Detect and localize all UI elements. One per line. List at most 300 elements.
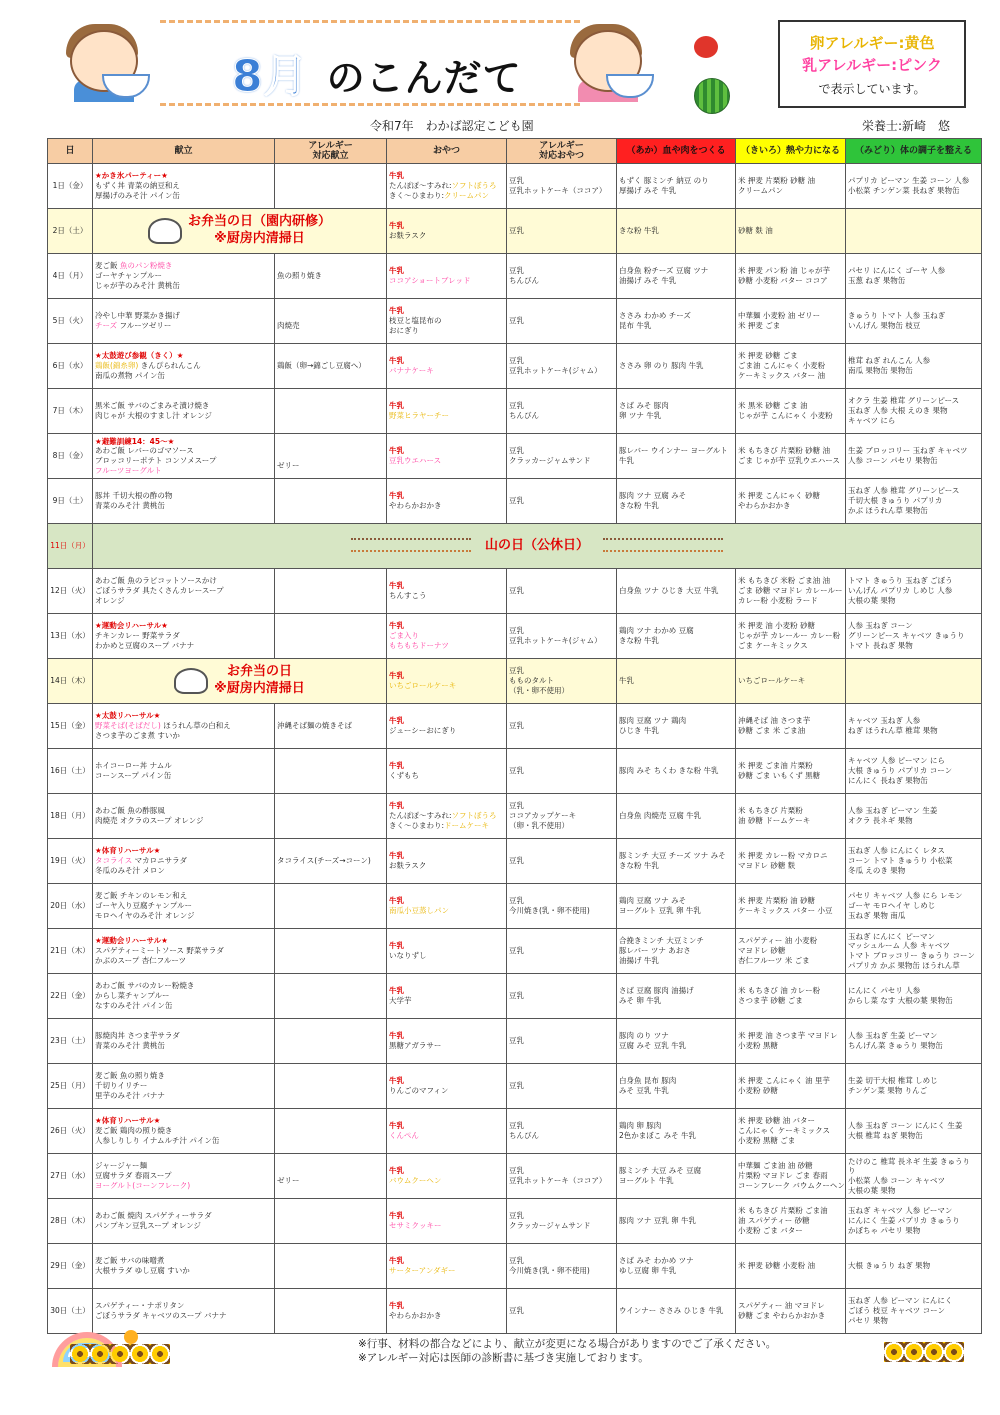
allergy-menu-text: 肉焼売 bbox=[277, 321, 300, 330]
allergy-snack-text: （卵・乳不使用） bbox=[509, 820, 569, 830]
menu-cell bbox=[93, 434, 275, 479]
menu-text: ブロッコリーポテト コンソメスープ bbox=[95, 456, 217, 465]
picnic-decoration bbox=[603, 538, 723, 552]
table-row bbox=[48, 524, 982, 569]
menu-line bbox=[95, 761, 272, 771]
obento-title-line: お弁当の日（園内研修） bbox=[187, 214, 331, 230]
menu-text: もずく丼 青菜の納豆和え bbox=[95, 181, 180, 191]
menu-line bbox=[95, 806, 272, 816]
snack-text: 牛乳 bbox=[389, 356, 404, 366]
allergy-snack-line bbox=[509, 1121, 614, 1131]
allergy-snack-line bbox=[509, 906, 614, 916]
day-cell: 9日（土） bbox=[48, 479, 93, 524]
allergy-snack-text: 豆乳 bbox=[509, 896, 524, 906]
menu-text: ごぼうサラダ キャベツのスープ バナナ bbox=[95, 1311, 227, 1320]
table-row bbox=[48, 1199, 982, 1244]
snack-line bbox=[389, 986, 504, 996]
table-row bbox=[48, 794, 982, 839]
table-row bbox=[48, 659, 982, 704]
menu-table-body bbox=[48, 164, 982, 1334]
green-food-line: 千切大根 きゅうり パプリカ bbox=[848, 496, 943, 506]
menu-cell bbox=[93, 839, 275, 884]
snack-allergen-text: もちもちドーナツ bbox=[389, 640, 449, 650]
menu-text: 麦ご飯 チキンのレモン和え bbox=[95, 891, 188, 901]
red-food-line: きな粉 牛乳 bbox=[619, 861, 659, 870]
red-food-cell bbox=[617, 1019, 736, 1064]
yellow-food-cell bbox=[736, 1019, 846, 1064]
red-food-cell bbox=[617, 839, 736, 884]
yellow-food-line: 米 もちきび 米粉 ごま油 油 bbox=[738, 576, 831, 586]
green-food-line: 小松菜 チンゲン菜 長ねぎ 果物缶 bbox=[848, 186, 960, 195]
allergy-snack-line bbox=[509, 856, 614, 866]
legend-note: で表示しています。 bbox=[818, 82, 926, 96]
snack-line bbox=[389, 726, 504, 736]
menu-text: 青菜のみそ汁 黄桃缶 bbox=[95, 1041, 165, 1050]
green-food-line: いんげん 果物缶 枝豆 bbox=[848, 321, 921, 330]
table-row bbox=[48, 1244, 982, 1289]
green-food-line: トマト 長ねぎ 果物 bbox=[848, 640, 913, 650]
allergy-snack-line bbox=[509, 1131, 614, 1141]
snack-line bbox=[389, 581, 504, 591]
red-food-line: さば みそ わかめ ツナ bbox=[619, 1256, 694, 1266]
menu-text: コーンスープ パイン缶 bbox=[95, 771, 172, 780]
allergy-snack-line bbox=[509, 496, 614, 506]
menu-line bbox=[95, 1126, 272, 1136]
allergy-snack-line bbox=[509, 676, 614, 686]
snack-allergen-text: 南瓜小豆蒸しパン bbox=[389, 906, 449, 915]
red-food-cell bbox=[617, 974, 736, 1019]
snack-text: お麩ラスク bbox=[389, 861, 427, 870]
snack-line bbox=[389, 621, 504, 631]
red-food-line: 昆布 牛乳 bbox=[619, 321, 652, 330]
red-food-cell bbox=[617, 299, 736, 344]
red-food-line: 豚レバー ツナ あおさ bbox=[619, 946, 691, 956]
yellow-food-cell bbox=[736, 704, 846, 749]
menu-table bbox=[47, 138, 982, 1334]
allergy-snack-cell bbox=[507, 209, 617, 254]
yellow-food-cell bbox=[736, 749, 846, 794]
table-row bbox=[48, 569, 982, 614]
menu-line bbox=[95, 731, 272, 741]
day-cell: 21日（木） bbox=[48, 929, 93, 974]
snack-line bbox=[389, 1041, 504, 1051]
snack-line bbox=[389, 591, 504, 601]
snack-text: たんぽぽ～すみれ: bbox=[389, 811, 452, 821]
red-food-line: ヨーグルト 牛乳 bbox=[619, 1176, 674, 1185]
allergy-snack-text: 豆乳ホットケーキ（ココア） bbox=[509, 1176, 607, 1185]
menu-line bbox=[95, 411, 272, 421]
snack-allergen-text: ソフトぼうろ bbox=[451, 811, 497, 821]
menu-cell bbox=[93, 479, 275, 524]
green-food-line: 玉ねぎ にんにく ピーマン bbox=[848, 931, 935, 941]
red-food-line: みそ 卵 牛乳 bbox=[619, 996, 662, 1005]
menu-line bbox=[95, 271, 272, 281]
menu-line bbox=[95, 1041, 272, 1051]
col-header-snack: おやつ bbox=[387, 139, 507, 164]
allergy-menu-cell bbox=[275, 929, 387, 974]
table-row bbox=[48, 704, 982, 749]
snack-allergen-text: 野菜ヒラヤーチー bbox=[389, 411, 449, 420]
allergy-snack-cell bbox=[507, 1199, 617, 1244]
red-food-cell bbox=[617, 209, 736, 254]
snack-cell bbox=[387, 839, 507, 884]
snack-cell bbox=[387, 929, 507, 974]
menu-line bbox=[95, 641, 272, 651]
green-food-line: からし菜 なす 大根の葉 果物缶 bbox=[848, 996, 953, 1005]
snack-text: 牛乳 bbox=[389, 941, 404, 951]
snack-line bbox=[389, 906, 504, 916]
menu-line bbox=[95, 1171, 272, 1181]
allergy-menu-cell bbox=[275, 569, 387, 614]
allergy-snack-text: 豆乳 bbox=[509, 666, 524, 676]
yellow-food-cell bbox=[736, 569, 846, 614]
footer-note-allergy: ※アレルギー対応は医師の診断書に基づき実施しております。 bbox=[358, 1352, 649, 1364]
menu-line bbox=[95, 1001, 272, 1011]
yellow-food-line: 小麦粉 ごま バター bbox=[738, 1225, 803, 1235]
obento-title bbox=[214, 664, 305, 698]
green-food-line: グリーンピース キャベツ きゅうり bbox=[848, 631, 965, 641]
green-food-line: キャベツ 玉ねぎ 人参 bbox=[848, 716, 921, 726]
day-cell: 28日（木） bbox=[48, 1199, 93, 1244]
snack-line bbox=[389, 231, 504, 241]
menu-line bbox=[95, 1031, 272, 1041]
menu-text: ごぼうサラダ 具たくさんカレースープ bbox=[95, 586, 224, 596]
allergy-snack-line bbox=[509, 626, 614, 636]
snack-line bbox=[389, 456, 504, 466]
snack-cell bbox=[387, 1064, 507, 1109]
snack-cell bbox=[387, 1244, 507, 1289]
green-food-cell bbox=[846, 254, 982, 299]
snack-line bbox=[389, 896, 504, 906]
green-food-line: 小松菜 人参 コーン キャベツ bbox=[848, 1176, 946, 1185]
yellow-food-cell bbox=[736, 929, 846, 974]
green-food-line: かぼちゃ パセリ 果物 bbox=[848, 1225, 921, 1235]
red-food-cell bbox=[617, 794, 736, 839]
allergy-snack-text: 豆乳 bbox=[509, 1121, 524, 1131]
snack-cell bbox=[387, 299, 507, 344]
snack-cell bbox=[387, 659, 507, 704]
snack-text: 牛乳 bbox=[389, 491, 404, 501]
red-food-line: ささみ 卵 のり 豚肉 牛乳 bbox=[619, 361, 704, 371]
red-food-line: 鶏肉 ツナ わかめ 豆腐 bbox=[619, 626, 694, 636]
yellow-food-line: ごま油 こんにゃく 小麦粉 bbox=[738, 361, 826, 371]
day-cell: 19日（火） bbox=[48, 839, 93, 884]
yellow-food-cell bbox=[736, 1064, 846, 1109]
allergy-snack-line bbox=[509, 176, 614, 186]
allergy-snack-line bbox=[509, 1166, 614, 1176]
yellow-food-line: クリームパン bbox=[738, 186, 783, 195]
green-food-line: にんにく 長ねぎ 果物缶 bbox=[848, 775, 928, 785]
yellow-food-line: 米 押麦 ごま油 片栗粉 bbox=[738, 761, 813, 771]
menu-line bbox=[95, 721, 272, 731]
allergy-menu-line bbox=[277, 1176, 384, 1186]
snack-line bbox=[389, 501, 504, 511]
allergy-snack-text: 豆乳 bbox=[509, 1256, 524, 1266]
day-cell: 18日（月） bbox=[48, 794, 93, 839]
allergy-snack-cell bbox=[507, 389, 617, 434]
legend-egg: 卵アレルギー:黄色 bbox=[809, 34, 935, 52]
menu-text: スパゲティーミートソース 野菜サラダ bbox=[95, 946, 224, 956]
table-header-row bbox=[48, 139, 982, 164]
snack-allergen-text: くんぺん bbox=[389, 1131, 419, 1140]
menu-line bbox=[95, 171, 272, 181]
green-food-cell bbox=[846, 884, 982, 929]
menu-line bbox=[95, 1161, 272, 1171]
green-food-line: チンゲン菜 果物 りんご bbox=[848, 1086, 928, 1095]
allergy-snack-cell bbox=[507, 254, 617, 299]
red-food-line: 厚揚げ みそ 牛乳 bbox=[619, 186, 677, 195]
day-cell: 2日（土） bbox=[48, 209, 93, 254]
snack-line bbox=[389, 681, 504, 691]
snack-text: 牛乳 bbox=[389, 171, 404, 181]
green-food-cell bbox=[846, 1289, 982, 1334]
menu-line bbox=[95, 371, 272, 381]
red-food-line: 白身魚 昆布 豚肉 bbox=[619, 1076, 677, 1086]
allergy-snack-cell bbox=[507, 974, 617, 1019]
menu-text: かぶのスープ 杏仁フルーツ bbox=[95, 955, 187, 965]
allergy-snack-cell bbox=[507, 749, 617, 794]
menu-text: さつま芋のごま煮 すいか bbox=[95, 730, 180, 740]
red-food-line: 油揚げ 牛乳 bbox=[619, 955, 659, 965]
red-food-line: 卵 ツナ 牛乳 bbox=[619, 411, 662, 420]
snack-text: 牛乳 bbox=[389, 671, 404, 681]
snack-line bbox=[389, 306, 504, 316]
yellow-food-cell bbox=[736, 344, 846, 389]
menu-text: 豚丼 千切大根の酢の物 bbox=[95, 491, 173, 501]
green-food-cell bbox=[846, 209, 982, 254]
green-food-line: 玉ねぎ 人参 にんにく レタス bbox=[848, 846, 945, 856]
day-cell: 13日（水） bbox=[48, 614, 93, 659]
allergy-snack-cell bbox=[507, 1244, 617, 1289]
menu-line bbox=[95, 361, 272, 371]
snack-line bbox=[389, 861, 504, 871]
menu-line bbox=[95, 936, 272, 946]
green-food-line: ゴーヤ モロヘイヤ しめじ bbox=[848, 901, 936, 911]
table-row bbox=[48, 1289, 982, 1334]
green-food-line: パセリ 果物 bbox=[848, 1315, 888, 1325]
tomato-icon bbox=[694, 36, 718, 58]
allergy-snack-cell bbox=[507, 1064, 617, 1109]
green-food-cell bbox=[846, 299, 982, 344]
snack-line bbox=[389, 1311, 504, 1321]
green-food-line: トマト きゅうり 玉ねぎ ごぼう bbox=[848, 576, 953, 586]
allergy-snack-line bbox=[509, 1256, 614, 1266]
day-cell: 5日（火） bbox=[48, 299, 93, 344]
snack-text: おにぎり bbox=[389, 325, 419, 335]
snack-text: きく～ひまわり: bbox=[389, 190, 445, 200]
watermelon-icon bbox=[694, 78, 730, 114]
menu-text: あわご飯 レバーのゴマソース bbox=[95, 446, 194, 456]
allergy-menu-cell bbox=[275, 389, 387, 434]
yellow-food-line: 米 もちきび 片栗粉 ごま油 bbox=[738, 1206, 828, 1216]
snack-text: 牛乳 bbox=[389, 986, 404, 996]
menu-text: 冬瓜のみそ汁 メロン bbox=[95, 865, 165, 875]
menu-text: あわご飯 焼肉 スパゲティーサラダ bbox=[95, 1211, 212, 1221]
yellow-food-line: 砂糖 小麦粉 バター ココア bbox=[738, 276, 828, 285]
green-food-line: ごぼう 枝豆 キャベツ コーン bbox=[848, 1306, 946, 1316]
allergy-menu-line bbox=[277, 856, 384, 866]
menu-line bbox=[95, 1136, 272, 1146]
snack-line bbox=[389, 641, 504, 651]
allergy-menu-line bbox=[277, 461, 384, 471]
green-food-cell bbox=[846, 434, 982, 479]
snack-text: 枝豆と塩昆布の bbox=[389, 316, 442, 326]
allergy-snack-text: 今川焼き(乳・卵不使用) bbox=[509, 1266, 590, 1275]
allergy-snack-line bbox=[509, 686, 614, 696]
yellow-food-line: 米 押麦 片栗粉 油 砂糖 bbox=[738, 896, 816, 906]
green-food-line: 玉ねぎ 人参 ピーマン にんにく bbox=[848, 1296, 953, 1306]
menu-text: モロヘイヤのみそ汁 オレンジ bbox=[95, 910, 195, 920]
menu-line bbox=[95, 1301, 272, 1311]
allergy-snack-text: 豆乳 bbox=[509, 176, 524, 186]
allergy-snack-cell bbox=[507, 1154, 617, 1199]
red-food-cell bbox=[617, 884, 736, 929]
red-food-line: 牛乳 bbox=[619, 676, 634, 686]
menu-line bbox=[95, 456, 272, 466]
yellow-food-line: 米 押麦 砂糖 ごま bbox=[738, 351, 798, 361]
allergy-snack-line bbox=[509, 316, 614, 326]
snack-cell bbox=[387, 569, 507, 614]
green-food-line: パプリカ ピーマン 生姜 コーン 人参 bbox=[848, 176, 970, 186]
table-row bbox=[48, 749, 982, 794]
menu-text: マカロニサラダ bbox=[132, 856, 188, 866]
allergy-snack-text: 豆乳 bbox=[509, 766, 524, 776]
menu-cell bbox=[93, 1154, 275, 1199]
snack-cell bbox=[387, 1199, 507, 1244]
onigiri-icon bbox=[174, 668, 208, 694]
snack-cell bbox=[387, 884, 507, 929]
menu-text: ゴーヤ入り豆腐チャンプルー bbox=[95, 901, 192, 911]
menu-line bbox=[95, 866, 272, 876]
col-header-yellow: （きいろ）熱や力になる bbox=[736, 139, 846, 164]
snack-text: たんぽぽ～すみれ: bbox=[389, 181, 452, 191]
menu-text: 麦ご飯 サバの味噌煮 bbox=[95, 1256, 165, 1266]
allergy-menu-cell bbox=[275, 254, 387, 299]
snack-line bbox=[389, 1256, 504, 1266]
allergy-snack-line bbox=[509, 1176, 614, 1186]
menu-text: じゃが芋のみそ汁 黄桃缶 bbox=[95, 280, 180, 290]
yellow-food-line: じゃが芋 こんにゃく 小麦粉 bbox=[738, 411, 833, 420]
menu-text: 青菜のみそ汁 黄桃缶 bbox=[95, 501, 165, 510]
menu-text: 豚焼肉丼 さつま芋サラダ bbox=[95, 1031, 180, 1041]
page-title bbox=[232, 40, 522, 104]
green-food-line: 玉ねぎ 人参 大根 えのき 果物 bbox=[848, 406, 948, 416]
menu-line bbox=[95, 1311, 272, 1321]
onigiri-icon bbox=[148, 218, 182, 244]
menu-text: 里芋のみそ汁 バナナ bbox=[95, 1090, 165, 1100]
yellow-food-line: 砂糖 ごま いもくず 黒糖 bbox=[738, 771, 821, 780]
allergy-menu-line bbox=[277, 311, 384, 321]
allergy-snack-text: 豆乳 bbox=[509, 801, 524, 811]
snack-cell bbox=[387, 254, 507, 299]
col-header-menu: 献立 bbox=[93, 139, 275, 164]
snack-line bbox=[389, 366, 504, 376]
red-food-line: きな粉 牛乳 bbox=[619, 501, 659, 510]
red-food-cell bbox=[617, 434, 736, 479]
menu-allergen-text: 鶏飯(錦糸卵) bbox=[95, 361, 139, 371]
yellow-food-line: 米 押麦 ごま bbox=[738, 321, 781, 330]
menu-text: あわご飯 魚の酢豚風 bbox=[95, 806, 165, 816]
menu-line bbox=[95, 911, 272, 921]
snack-text: 牛乳 bbox=[389, 896, 404, 906]
menu-line bbox=[95, 1181, 272, 1191]
menu-line bbox=[95, 711, 272, 721]
day-cell: 22日（金） bbox=[48, 974, 93, 1019]
picnic-decoration bbox=[351, 538, 471, 552]
yellow-food-cell bbox=[736, 1109, 846, 1154]
menu-text: 麦ご飯 bbox=[95, 261, 120, 271]
snack-text: ちんすこう bbox=[389, 591, 427, 600]
yellow-food-line: マヨドレ 砂糖 麩 bbox=[738, 861, 796, 870]
allergy-snack-text: 豆乳 bbox=[509, 496, 524, 506]
snack-text: くずもち bbox=[389, 771, 419, 780]
table-row bbox=[48, 209, 982, 254]
day-cell: 11日（月） bbox=[48, 524, 93, 569]
menu-allergen-text: タコライス bbox=[95, 856, 133, 866]
menu-text: ★太鼓リハーサル★ bbox=[95, 711, 161, 721]
table-row bbox=[48, 1154, 982, 1199]
menu-text: ほうれん草の白和え bbox=[160, 721, 231, 731]
table-row bbox=[48, 884, 982, 929]
green-food-cell bbox=[846, 344, 982, 389]
snack-text: りんごのマフィン bbox=[389, 1086, 449, 1095]
green-food-line: オクラ 長ネギ 果物 bbox=[848, 816, 913, 825]
green-food-line: にんにく パセリ 人参 bbox=[848, 986, 921, 996]
col-header-red: （あか）血や肉をつくる bbox=[617, 139, 736, 164]
yellow-food-line: 米 押麦 カレー粉 マカロニ bbox=[738, 851, 828, 861]
title-month: 8月 bbox=[232, 51, 309, 102]
allergy-snack-line bbox=[509, 666, 614, 676]
menu-text: オレンジ bbox=[95, 595, 125, 605]
green-food-line: パセリ にんにく ゴーヤ 人参 bbox=[848, 266, 946, 276]
allergy-menu-cell bbox=[275, 1109, 387, 1154]
yellow-food-cell bbox=[736, 1289, 846, 1334]
allergy-snack-text: 豆乳 bbox=[509, 401, 524, 411]
snack-line bbox=[389, 266, 504, 276]
allergy-snack-line bbox=[509, 401, 614, 411]
allergy-snack-cell bbox=[507, 839, 617, 884]
yellow-food-line: 米 押麦 パン粉 油 じゃが芋 bbox=[738, 266, 831, 276]
menu-line bbox=[95, 991, 272, 1001]
red-food-cell bbox=[617, 1289, 736, 1334]
allergy-snack-text: ちんびん bbox=[509, 276, 539, 285]
yellow-food-cell bbox=[736, 434, 846, 479]
allergy-snack-cell bbox=[507, 1019, 617, 1064]
red-food-cell bbox=[617, 659, 736, 704]
green-food-cell bbox=[846, 1109, 982, 1154]
allergy-snack-text: 豆乳 bbox=[509, 356, 524, 366]
menu-line bbox=[95, 856, 272, 866]
allergy-snack-text: 豆乳 bbox=[509, 1036, 524, 1046]
menu-text: 肉じゃが 大根のすまし汁 オレンジ bbox=[95, 411, 212, 420]
red-food-cell bbox=[617, 1154, 736, 1199]
allergy-snack-text: 豆乳ホットケーキ(ジャム） bbox=[509, 636, 602, 645]
allergy-snack-cell bbox=[507, 344, 617, 389]
col-header-day: 日 bbox=[48, 139, 93, 164]
allergy-snack-line bbox=[509, 1081, 614, 1091]
green-food-cell bbox=[846, 794, 982, 839]
holiday-cell bbox=[93, 524, 982, 569]
menu-text: からし菜チャンプルー bbox=[95, 991, 170, 1001]
red-food-cell bbox=[617, 1244, 736, 1289]
red-food-cell bbox=[617, 569, 736, 614]
green-food-line: キャベツ 人参 ピーマン にら bbox=[848, 756, 945, 766]
red-food-line: さば みそ 豚肉 bbox=[619, 401, 669, 411]
menu-cell bbox=[93, 1064, 275, 1109]
red-food-line: きな粉 牛乳 bbox=[619, 636, 659, 645]
allergy-snack-line bbox=[509, 946, 614, 956]
green-food-line: 大根 きゅうり パプリカ コーン bbox=[848, 766, 953, 776]
